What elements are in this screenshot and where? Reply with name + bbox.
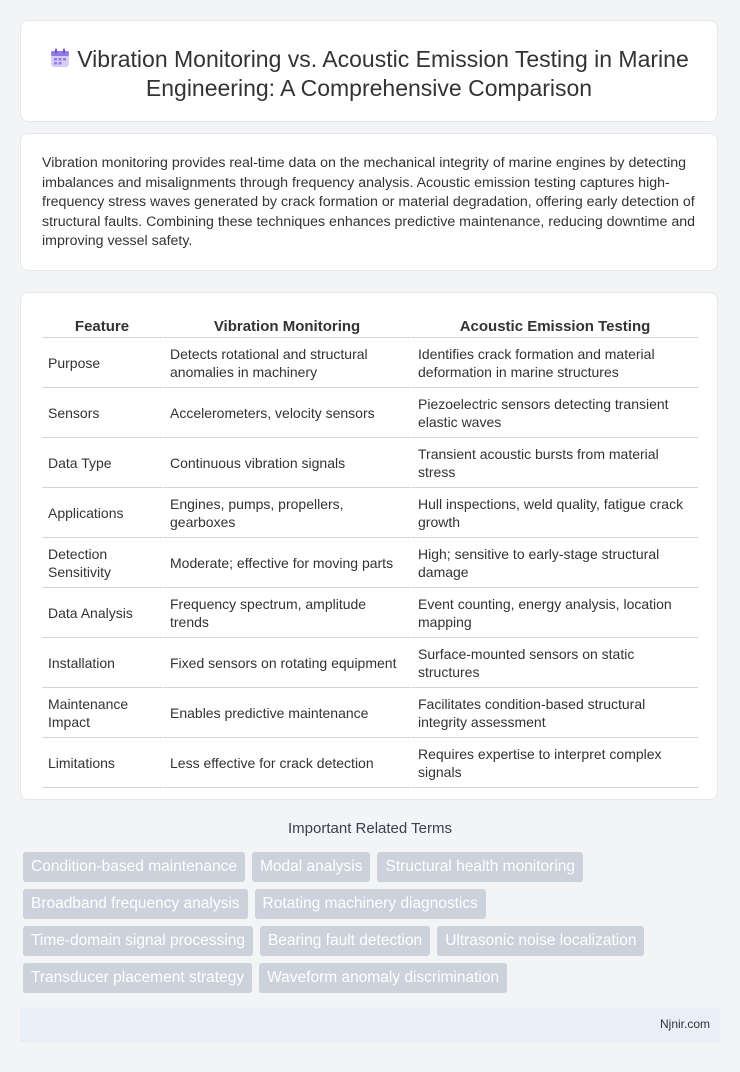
table-row — [42, 438, 698, 488]
row-vibration: Accelerometers, velocity sensors — [162, 388, 410, 438]
row-vibration: Detects rotational and structural anomalies in machinery — [162, 338, 410, 388]
row-feature: Data Analysis — [42, 588, 162, 638]
related-terms-heading: Important Related Terms — [288, 820, 452, 837]
related-terms — [23, 852, 713, 1000]
row-acoustic: Event counting, energy analysis, location mapping — [410, 588, 698, 638]
intro-paragraph: Vibration monitoring provides real-time data on the mechanical integrity of marine engines by detecting imbalances and misalignments through frequency analysis. Acoustic emission testing captures high-frequency stress waves generated by crack formation or material degradation, offering early detection of structural faults. Combining these techniques enhances predictive maintenance, reducing downtime and improving vessel safety. — [42, 155, 696, 250]
calendar-icon — [49, 47, 71, 69]
page-title — [21, 45, 717, 103]
row-vibration: Continuous vibration signals — [162, 438, 410, 488]
table-row — [42, 688, 698, 738]
row-acoustic: Requires expertise to interpret complex signals — [410, 738, 698, 788]
row-feature: Sensors — [42, 388, 162, 438]
term-row — [23, 852, 713, 889]
term-tag[interactable]: Time-domain signal processing — [23, 926, 253, 956]
term-tag[interactable]: Condition-based maintenance — [23, 852, 245, 882]
table-row — [42, 588, 698, 638]
row-acoustic: Facilitates condition-based structural integrity assessment — [410, 688, 698, 738]
row-acoustic: Identifies crack formation and material deformation in marine structures — [410, 338, 698, 388]
row-feature: Detection Sensitivity — [42, 538, 162, 588]
row-acoustic: Surface-mounted sensors on static structures — [410, 638, 698, 688]
term-tag[interactable]: Ultrasonic noise localization — [437, 926, 644, 956]
term-row — [23, 889, 713, 926]
row-feature: Data Type — [42, 438, 162, 488]
footer-site-link[interactable]: Njnir.com — [659, 1017, 710, 1031]
table-row — [42, 638, 698, 688]
row-vibration: Less effective for crack detection — [162, 738, 410, 788]
term-tag[interactable]: Bearing fault detection — [260, 926, 430, 956]
row-vibration: Moderate; effective for moving parts — [162, 538, 410, 588]
intro-card — [20, 133, 718, 271]
row-feature: Installation — [42, 638, 162, 688]
row-acoustic: Piezoelectric sensors detecting transient elastic waves — [410, 388, 698, 438]
term-row — [23, 926, 713, 963]
comparison-table — [42, 315, 698, 788]
page-title-text: Vibration Monitoring vs. Acoustic Emission Testing in Marine Engineering: A Comprehensive Comparison — [77, 46, 689, 101]
table-row — [42, 538, 698, 588]
term-tag[interactable]: Rotating machinery diagnostics — [255, 889, 486, 919]
row-acoustic: Transient acoustic bursts from material stress — [410, 438, 698, 488]
table-header-row — [42, 315, 698, 338]
row-acoustic: Hull inspections, weld quality, fatigue crack growth — [410, 488, 698, 538]
term-tag[interactable]: Structural health monitoring — [377, 852, 583, 882]
term-tag[interactable]: Modal analysis — [252, 852, 371, 882]
term-tag[interactable]: Transducer placement strategy — [23, 963, 252, 993]
row-feature: Maintenance Impact — [42, 688, 162, 738]
term-row — [23, 963, 713, 1000]
column-header-acoustic: Acoustic Emission Testing — [410, 315, 698, 338]
row-feature: Limitations — [42, 738, 162, 788]
row-vibration: Fixed sensors on rotating equipment — [162, 638, 410, 688]
row-vibration: Engines, pumps, propellers, gearboxes — [162, 488, 410, 538]
row-vibration: Enables predictive maintenance — [162, 688, 410, 738]
title-card — [20, 20, 718, 122]
table-row — [42, 388, 698, 438]
row-vibration: Frequency spectrum, amplitude trends — [162, 588, 410, 638]
column-header-vibration: Vibration Monitoring — [162, 315, 410, 338]
term-tag[interactable]: Waveform anomaly discrimination — [259, 963, 507, 993]
footer — [20, 1008, 720, 1042]
row-feature: Applications — [42, 488, 162, 538]
table-row — [42, 738, 698, 788]
row-acoustic: High; sensitive to early-stage structural damage — [410, 538, 698, 588]
table-row — [42, 488, 698, 538]
table-row — [42, 338, 698, 388]
row-feature: Purpose — [42, 338, 162, 388]
comparison-card — [20, 292, 718, 800]
term-tag[interactable]: Broadband frequency analysis — [23, 889, 248, 919]
column-header-feature: Feature — [42, 315, 162, 338]
